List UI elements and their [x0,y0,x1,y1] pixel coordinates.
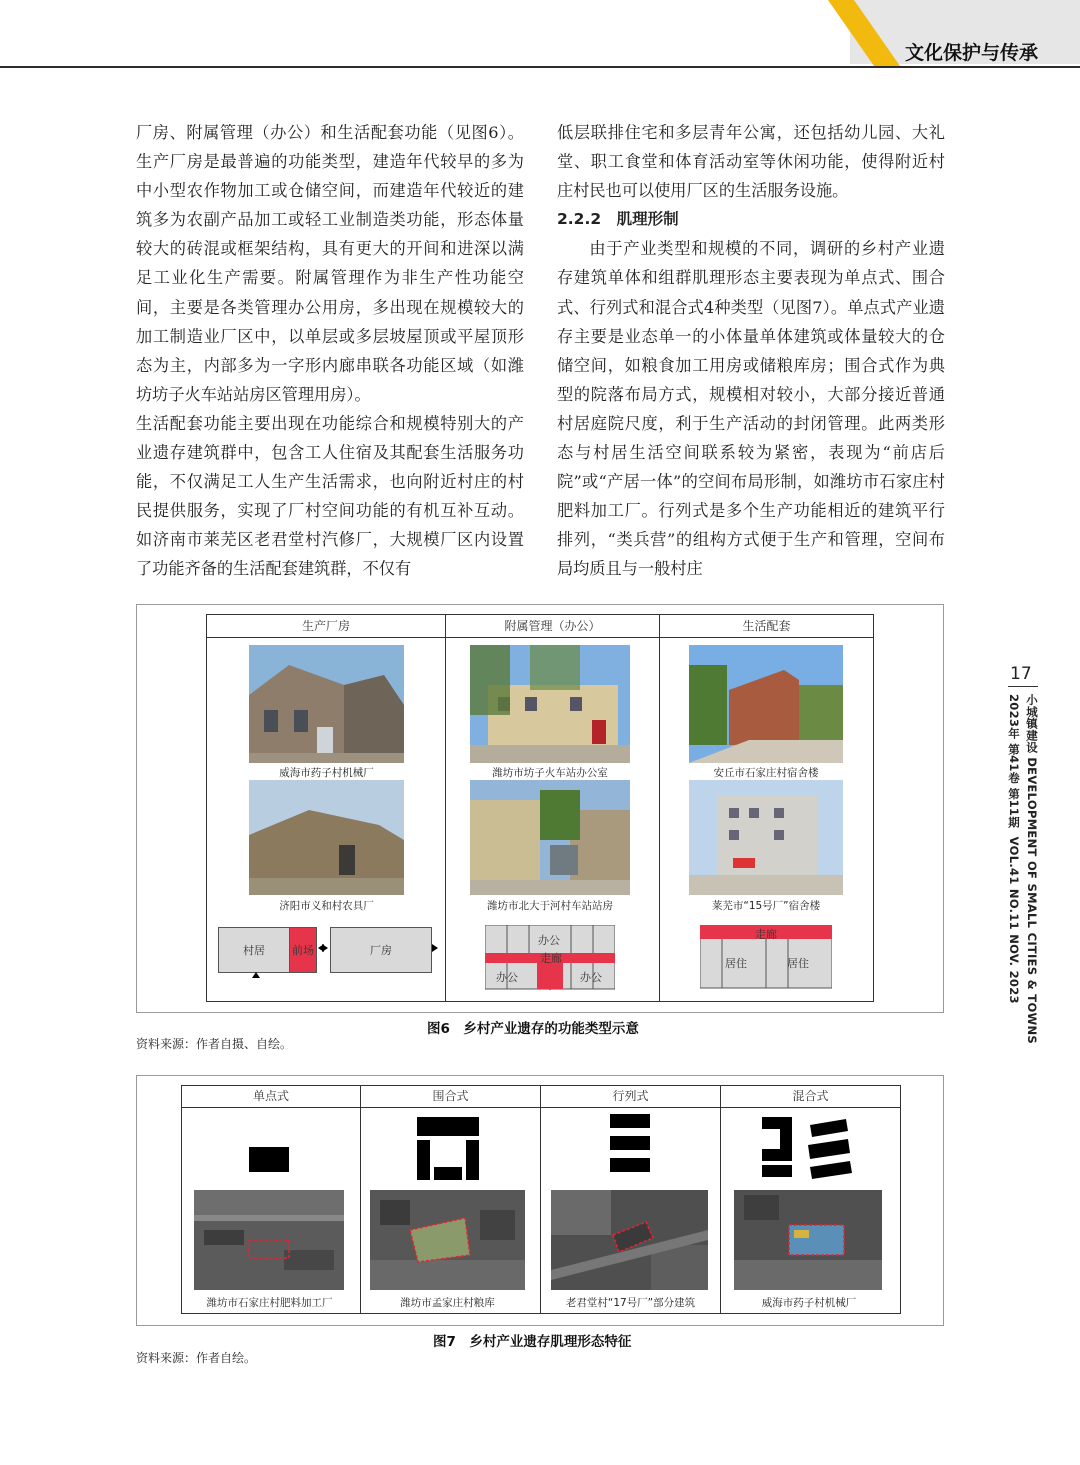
aerial-caption: 潍坊市石家庄村肥料加工厂 [206,1297,333,1309]
divider [720,1086,721,1313]
photo-caption: 威海市药子村机械厂 [279,767,374,779]
divider [540,1086,541,1313]
diagram-label: 办公 [538,934,560,947]
journal-name-cn-text: 小城镇建设 [1025,694,1039,753]
photo-factory-weihai [249,645,404,763]
fig6-column-header: 生活配套 [660,615,873,638]
issue-cn-text: 2023年 第41卷 第11期 [1007,694,1021,829]
photo-caption: 济阳市义和村农具厂 [279,900,374,912]
body-left-column [136,118,524,584]
paragraph: 由于产业类型和规模的不同，调研的乡村产业遗存建筑单体和组群肌理形态主要表现为单点式、围合式、行列式和混合式4种类型（见图7）。单点式产业遗存主要是业态单一的小体量单体建筑或体量较大的仓储空间，如粮食加工用房或储粮库房；围合式作为典型的院落布局方式，规模相对较小，大部分接近普通村居庭院尺度，利于生产活动的封闭管理。此两类形态与村居生活空间联系较为紧密，表现为“前店后院”或“产居一体”的空间布局形制，如潍坊市石家庄村肥料加工厂。行列式是多个生产功能相近的建筑平行排列，“类兵营”的组构方式便于生产和管理，空间布局均质且与一般村庄 [557,239,945,579]
mixed-blocks [762,1115,854,1181]
diagram-label: 走廊 [540,952,562,965]
diagram-village-block: 村居 [218,927,290,973]
aerial-image-yaozi [734,1190,882,1290]
aerial-image-laojuntang [551,1190,708,1290]
issue-en-text: VOL.41 NO.11 NOV. 2023 [1007,836,1021,1004]
fig7-column-header: 围合式 [361,1086,540,1108]
photo-caption: 潍坊市坊子火车站办公室 [492,767,608,779]
diagram-label: 办公 [496,971,518,984]
aerial-caption: 威海市药子村机械厂 [761,1297,857,1309]
figure-7-source: 资料来源：作者自绘。 [136,1351,257,1365]
aerial-image-shijiazhuang [194,1190,344,1290]
sidebar-rule [1008,686,1038,687]
photo-station-weifang [470,780,630,895]
aerial-caption: 老君堂村“17号厂”部分建筑 [565,1297,696,1309]
header-yellow-stripe [820,0,900,66]
fig7-column-header: 混合式 [721,1086,900,1108]
divider [659,615,660,1001]
page-number: 17 [1010,664,1032,684]
diagram-front-block: 前场 [289,927,317,973]
fig7-column-header: 行列式 [541,1086,720,1108]
figure-7-caption: 图7 乡村产业遗存肌理形态特征 [433,1334,632,1350]
section-title: 文化保护与传承 [904,42,1038,64]
figure-6-source: 资料来源：作者自摄、自绘。 [136,1037,293,1051]
fig7-column-header: 单点式 [182,1086,360,1108]
photo-caption: 安丘市石家庄村宿舍楼 [713,767,819,779]
photo-dorm-laiwu [689,780,843,895]
diagram-label: 走廊 [755,928,777,941]
journal-name-cn [1024,694,1040,1044]
diagram-arrows [210,940,445,985]
fig6-column-header: 生产厂房 [207,615,445,638]
fig6-column-header: 附属管理（办公） [446,615,659,638]
row-blocks [610,1114,650,1176]
aerial-image-mengjiazhuang [370,1190,525,1290]
paragraph: 低层联排住宅和多层青年公寓，还包括幼儿园、大礼堂、职工食堂和体育活动室等休闲功能，使得附近村庄村民也可以使用厂区的生活服务设施。 [557,123,945,201]
divider [360,1086,361,1313]
diagram-factory-block: 厂房 [330,927,432,973]
diagram-label: 办公 [580,971,602,984]
photo-caption: 潍坊市北大于河村车站站房 [487,900,613,912]
header-rule [0,66,1080,68]
photo-office-weifang [470,645,630,763]
enclosed-blocks [417,1117,479,1180]
section-heading: 2.2.2 肌理形制 [557,210,679,229]
photo-factory-jiyang [249,780,404,895]
aerial-caption: 潍坊市孟家庄村粮库 [400,1297,495,1309]
single-point-block [249,1147,289,1172]
photo-dorm-anqiu [689,645,843,763]
journal-name-en-text: DEVELOPMENT OF SMALL CITIES & TOWNS [1025,757,1039,1045]
figure-6-caption: 图6 乡村产业遗存的功能类型示意 [427,1021,639,1037]
body-right-column [557,118,945,584]
diagram-label: 居住 [725,957,747,970]
issue-info [1006,694,1022,1004]
paragraph: 厂房、附属管理（办公）和生活配套功能（见图6）。生产厂房是最普遍的功能类型，建造年代较早的多为中小型农作物加工或仓储空间，而建造年代较近的建筑多为农副产品加工或轻工业制造类功能，形态体量较大的砖混或框架结构，具有更大的开间和进深以满足工业化生产需要。附属管理作为非生产性功能空间，主要是各类管理办公用房，多出现在规模较大的加工制造业厂区中，以单层或多层坡屋顶或平屋顶形态为主，内部多为一字形内廊串联各功能区域（如潍坊坊子火车站站房区管理用房）。 [136,123,524,404]
diagram-label: 居住 [787,957,809,970]
paragraph: 生活配套功能主要出现在功能综合和规模特别大的产业遗存建筑群中，包含工人住宿及其配套生活服务功能，不仅满足工人生产生活需求，也向附近村庄的村民提供服务，实现了厂村空间功能的有机互补互动。如济南市莱芜区老君堂村汽修厂，大规模厂区内设置了功能齐备的生活配套建筑群，不仅有 [136,413,524,579]
divider [445,615,446,1001]
photo-caption: 莱芜市“15号厂”宿舍楼 [711,900,821,912]
